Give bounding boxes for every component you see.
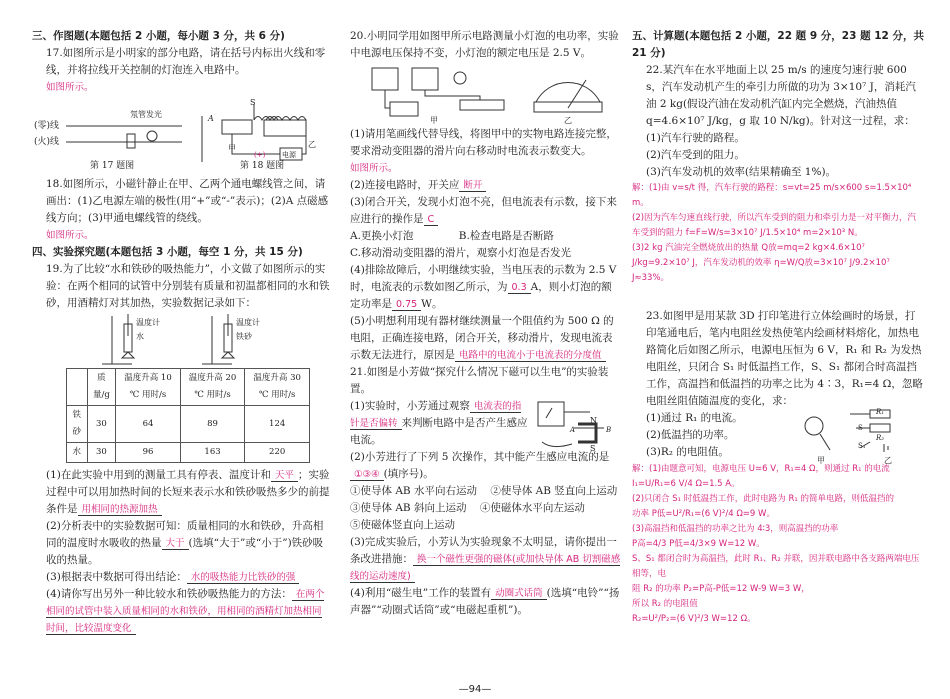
circuit-figure-17 bbox=[32, 96, 330, 176]
q19-3-answer: 水的吸热能力比铁砂的强 bbox=[187, 572, 300, 584]
sand-label: 铁砂 bbox=[236, 332, 252, 341]
table-header: 温度升高 30 ℃ 用时/s bbox=[245, 369, 310, 406]
q21-part3 bbox=[350, 534, 622, 585]
q19-1-answer-b: 用相同的热源加热 bbox=[78, 504, 162, 516]
q19-part1 bbox=[32, 467, 330, 518]
fig18-jia: 甲 bbox=[228, 144, 236, 153]
question-23: 23.如图甲是用某款 3D 打印笔进行立体绘画时的场景，打印笔通电后，笔内电阻丝发热使笔内绘画材料熔化，加热电路简化后如图乙所示，电源电压恒为 6 V，R₁ 和 R₂ 为发热电阻丝，只闭合 S₁ 时低温挡工作，S、S₁ 都闭合时高温挡工作，高温挡和低温挡的功率之比为 4∶3，R₁=4 Ω，忽略电阻丝阻值随温度的变化，求： bbox=[646, 310, 923, 407]
fig20-yi: 乙 bbox=[564, 116, 572, 125]
q19-part3 bbox=[32, 569, 330, 586]
q23-solution-2: I₁=U/R₁=6 V/4 Ω=1.5 A。 bbox=[632, 479, 740, 489]
fig18-power: 电源 bbox=[282, 151, 296, 159]
q22-part3: (3)汽车发动机的效率(结果精确至 1%)。 bbox=[646, 166, 837, 178]
q21-3-text: (3)完成实验后，小芳认为实验现象不太明显，请你提出一条改进措施： bbox=[350, 536, 617, 565]
fig23-yi: 乙 bbox=[884, 456, 892, 465]
q19-4-text: (4)请你写出另外一种比较水和铁砂吸热能力的方法： bbox=[46, 588, 292, 600]
q21-4-text-a: (4)利用“磁生电”工作的装置有 bbox=[350, 587, 492, 599]
table-row bbox=[67, 443, 310, 463]
section-4-title: 四、实验探究题(本题包括 3 小题，每空 1 分，共 15 分) bbox=[32, 246, 303, 258]
q20-2-text: (2)连接电路时，开关应 bbox=[350, 179, 460, 191]
operation-4: ④使磁体水平向左运动 bbox=[479, 502, 585, 514]
q19-1-answer-a: 天平 bbox=[271, 470, 298, 482]
q20-4-answer-b: 0.75 bbox=[392, 299, 421, 311]
q22-solution-1: 解：(1)由 v=s/t 得，汽车行驶的路程：s=vt=25 m/s×600 s=1.5×10⁴ m。 bbox=[632, 183, 912, 208]
operation-2: ②使导体 AB 竖直向上运动 bbox=[490, 485, 618, 497]
q20-3-answer: C bbox=[424, 214, 439, 226]
q20-4-text-c: W。 bbox=[421, 298, 443, 310]
question-20: 20.小明同学用如图甲所示电路测量小灯泡的电功率，实验中电源电压保持不变，小灯泡的额定电压是 2.5 V。 bbox=[350, 30, 619, 59]
q22-solution-2: (2)因为汽车匀速直线行驶，所以汽车受到的阻力和牵引力是一对平衡力，汽车受到的阻力 f=F=W/s=3×10⁷ J/1.5×10⁴ m=2×10³ N。 bbox=[632, 213, 917, 238]
q20-part2 bbox=[350, 177, 622, 194]
fig23-s1: S₁ bbox=[858, 442, 866, 450]
q19-1-text-a: (1)在此实验中用到的测量工具有停表、温度计和 bbox=[46, 469, 271, 481]
q21-ops-row1 bbox=[350, 483, 622, 500]
q21-4-text-b: (选填“电铃”“扬声器”“动圈式话筒”或“电磁起重机”)。 bbox=[350, 587, 620, 616]
fig17-label-a: (零)线 bbox=[34, 121, 60, 131]
section-5-title: 五、计算题(本题包括 2 小题，22 题 9 分，23 题 12 分，共 21 分) bbox=[632, 30, 924, 59]
q23-part1: (1)通过 R₁ 的电流。 bbox=[646, 412, 743, 424]
q23-solution-1: 解：(1)由题意可知，电源电压 U=6 V，R₁=4 Ω，则通过 R₁ 的电流 bbox=[632, 464, 890, 474]
operation-1: ①使导体 AB 水平向右运动 bbox=[350, 485, 477, 497]
q20-part4 bbox=[350, 262, 622, 313]
q21-1-text-a: (1)实验时，小芳通过观察 bbox=[350, 400, 470, 412]
spacer bbox=[632, 286, 924, 308]
table-cell: 30 bbox=[87, 406, 116, 443]
q23-solution-7: S、S₁ 都闭合时为高温挡，此时 R₁、R₂ 并联，因并联电路中各支路两端电压相等，电 bbox=[632, 554, 920, 579]
q20-part1: (1)请用笔画线代替导线，将图甲中的实物电路连接完整，要求滑动变阻器的滑片向右移动时电流表示数变大。 bbox=[350, 128, 617, 157]
q22-solution-3: (3)2 kg 汽油完全燃烧放出的热量 Q放=mq=2 kg×4.6×10⁷ J/kg=9.2×10⁷ J，汽车发动机的效率 η=W/Q放=3×10⁷ J/9.2×10⁷ J≈33%。 bbox=[632, 243, 890, 283]
fig18-a: A bbox=[208, 114, 214, 123]
q20-2-answer: 断开 bbox=[459, 180, 486, 192]
q23-solution-9: 所以 R₂ 的电阻值 bbox=[632, 599, 698, 609]
question-22: 22.某汽车在水平地面上以 25 m/s 的速度匀速行驶 600 s，汽车发动机产生的牵引力所做的功为 3×10⁷ J，消耗汽油 2 kg(假设汽油在发动机汽缸内完全燃烧，汽油热值 q=4.6×10⁷ J/kg，g 取 10 N/kg)。针对这一过程，求： bbox=[646, 64, 916, 127]
water-label: 水 bbox=[136, 332, 144, 341]
q20-options-ab bbox=[350, 228, 622, 245]
section-3-title: 三、作图题(本题包括 2 小题，每小题 3 分，共 6 分) bbox=[32, 30, 285, 42]
q21-part2 bbox=[350, 449, 622, 483]
fig20-jia: 甲 bbox=[430, 116, 438, 125]
q23-solution-6: P高=4/3 P低=4/3×9 W=12 W。 bbox=[632, 539, 765, 549]
fig18-caption: 第 18 题图 bbox=[240, 161, 285, 171]
fig17-lamp-label: 氖管发光 bbox=[130, 110, 162, 119]
q19-part4 bbox=[32, 586, 330, 637]
q21-part4 bbox=[350, 585, 622, 619]
data-table bbox=[66, 368, 310, 463]
q19-part2 bbox=[32, 518, 330, 569]
q19-4-answer: 在两个相同的试管中装入质量相同的水和铁砂，用相同的酒精灯加热相同时间，比较温度变化 bbox=[46, 589, 325, 634]
option-b: B.检查电路是否断路 bbox=[458, 230, 554, 242]
table-cell: 89 bbox=[180, 406, 245, 443]
table-header-row bbox=[67, 369, 310, 406]
q21-1-text-b: 来判断电路中是否产生感应电流。 bbox=[350, 417, 528, 446]
q20-4-answer-a: 0.3 bbox=[508, 282, 531, 294]
q20-3-text: (3)闭合开关，发现小灯泡不亮，但电流表有示数，接下来应进行的操作是 bbox=[350, 196, 617, 225]
fig21-a: A bbox=[570, 426, 576, 434]
column-right bbox=[632, 28, 924, 627]
fig18-yi: 乙 bbox=[308, 140, 316, 149]
question-19: 19.为了比较“水和铁砂的吸热能力”，小文做了如图所示的实验：在两个相同的试管中分别装有质量和初温都相同的水和铁砂，用酒精灯对其加热，实验数据记录如下： bbox=[46, 263, 330, 309]
q20-part3 bbox=[350, 194, 622, 228]
table-header bbox=[67, 369, 88, 406]
table-header: 温度升高 10 ℃ 用时/s bbox=[116, 369, 180, 406]
q21-ops-row2 bbox=[350, 500, 622, 517]
q23-solution-10: R₂=U²/P₂=(6 V)²/3 W=12 Ω。 bbox=[632, 614, 756, 624]
q23-part3: (3)R₂ 的电阻值。 bbox=[646, 446, 729, 458]
operation-5: ⑤使磁体竖直向上运动 bbox=[350, 519, 455, 531]
q23-part2: (2)低温挡的功率。 bbox=[646, 429, 735, 441]
table-cell: 水 bbox=[67, 443, 88, 463]
question-18: 18.如图所示，小磁针静止在甲、乙两个通电螺线管之间，请画出：(1)乙电源左端的极性(用“+”或“-”表示)；(2)A 点磁感线方向；(3)甲通电螺线管的绕线。 bbox=[46, 178, 329, 224]
fig23-r1: R₁ bbox=[876, 408, 885, 416]
table-cell: 铁砂 bbox=[67, 406, 88, 443]
q19-2-answer: 大于 bbox=[162, 538, 189, 550]
q20-5-text: (5)小明想利用现有器材继续测量一个阻值约为 500 Ω 的电阻，正确连接电路，闭合开关，移动滑片，发现电流表示数无法进行，原因是 bbox=[350, 315, 614, 361]
column-left bbox=[32, 28, 330, 637]
table-cell: 96 bbox=[116, 443, 180, 463]
q21-2-text-b: (填序号)。 bbox=[383, 468, 434, 480]
fig21-n: N bbox=[590, 416, 597, 425]
option-a: A.更换小灯泡 bbox=[350, 230, 414, 242]
q22-part1: (1)汽车行驶的路程。 bbox=[646, 132, 745, 144]
table-cell: 163 bbox=[180, 443, 245, 463]
q23-solution-4: 功率 P低=U²/R₁=(6 V)²/4 Ω=9 W。 bbox=[632, 509, 775, 519]
q21-4-answer: 动圈式话筒 bbox=[491, 588, 547, 600]
q20-4-text-a: (4)排除故障后，小明继续实验，当电压表的示数为 2.5 V 时，电流表的示数如图乙所示，为 bbox=[350, 264, 617, 293]
fig23-r2: R₂ bbox=[876, 434, 885, 442]
q23-solution-3: (2)只闭合 S₁ 时低温挡工作，此时电路为 R₁ 的简单电路，则低温挡的 bbox=[632, 494, 894, 504]
q21-2-answer: ①③④ bbox=[350, 469, 384, 481]
thermometer-label-1: 温度计 bbox=[136, 318, 160, 327]
table-header: 质量/g bbox=[87, 369, 116, 406]
thermometer-label-2: 温度计 bbox=[236, 318, 260, 327]
fig17-label-b: (火)线 bbox=[34, 137, 60, 147]
operation-3: ③使导体 AB 斜向上运动 bbox=[350, 502, 467, 514]
table-cell: 124 bbox=[245, 406, 310, 443]
heating-apparatus-figure bbox=[32, 312, 330, 368]
q20-4-text-b: A，则小灯泡的额定功率是 bbox=[350, 281, 612, 310]
q21-1-answer: 电流表的指针是否偏转 bbox=[350, 401, 522, 429]
table-cell: 64 bbox=[116, 406, 180, 443]
q21-2-text-a: (2)小芳进行了下列 5 次操作，其中能产生感应电流的是 bbox=[350, 451, 610, 463]
q18-answer: 如图所示。 bbox=[46, 230, 94, 241]
fig23-jia: 甲 bbox=[817, 456, 825, 465]
q23-parts-with-figure bbox=[632, 408, 924, 465]
column-middle bbox=[350, 28, 622, 619]
fig23-s: S bbox=[858, 424, 863, 432]
figure-19 bbox=[32, 312, 330, 368]
circuit-figure-20 bbox=[350, 62, 622, 126]
fig18-plus: (+) bbox=[254, 151, 266, 159]
option-c: C.移动滑动变阻器的滑片，观察小灯泡是否发光 bbox=[350, 247, 571, 259]
table-cell: 220 bbox=[245, 443, 310, 463]
q19-2-text-b: (选填“大于”或“小于”)铁砂吸收的热量。 bbox=[46, 537, 324, 566]
q21-3-answer: 换一个磁性更强的磁体(或加快导体 AB 切割磁感线的运动速度) bbox=[350, 554, 621, 582]
figure-17-18 bbox=[32, 96, 330, 176]
q21-part1-with-figure bbox=[350, 398, 622, 453]
figure-20 bbox=[350, 62, 622, 126]
question-21: 21.如图是小芳做“探究什么情况下磁可以生电”的实验装置。 bbox=[350, 366, 609, 395]
table-row bbox=[67, 406, 310, 443]
q19-1-text-b: ；实验过程中可以用加热时间的长短来表示水和铁砂吸热多少的前提条件是 bbox=[46, 469, 330, 515]
fig17-caption: 第 17 题图 bbox=[90, 161, 135, 171]
q23-solution-8: 阻 R₂ 的功率 P₂=P高-P低=12 W-9 W=3 W， bbox=[632, 584, 810, 594]
q20-1-answer: 如图所示。 bbox=[350, 163, 398, 174]
fig21-s: S bbox=[590, 444, 596, 453]
q20-part5 bbox=[350, 313, 622, 364]
q19-3-text: (3)根据表中数据可得出结论： bbox=[46, 571, 187, 583]
q19-2-text-a: (2)分析表中的实验数据可知：质量相同的水和铁砂，升高相同的温度时水吸收的热量 bbox=[46, 520, 324, 549]
q23-solution-5: (3)高温挡和低温挡的功率之比为 4∶3，则高温挡的功率 bbox=[632, 524, 839, 534]
q21-part1 bbox=[350, 398, 528, 449]
table-header: 温度升高 20 ℃ 用时/s bbox=[180, 369, 245, 406]
fig18-s: S bbox=[250, 98, 256, 107]
q17-answer: 如图所示。 bbox=[46, 82, 94, 93]
q22-part2: (2)汽车受到的阻力。 bbox=[646, 149, 745, 161]
question-17: 17.如图所示是小明家的部分电路，请在括号内标出火线和零线，并将拉线开关控制的灯泡连入电路中。 bbox=[46, 47, 326, 76]
page-number: —94— bbox=[458, 684, 492, 695]
table-cell: 30 bbox=[87, 443, 116, 463]
q20-5-answer: 电路中的电流小于电流表的分度值 bbox=[455, 350, 606, 362]
fig21-b: B bbox=[606, 426, 612, 434]
